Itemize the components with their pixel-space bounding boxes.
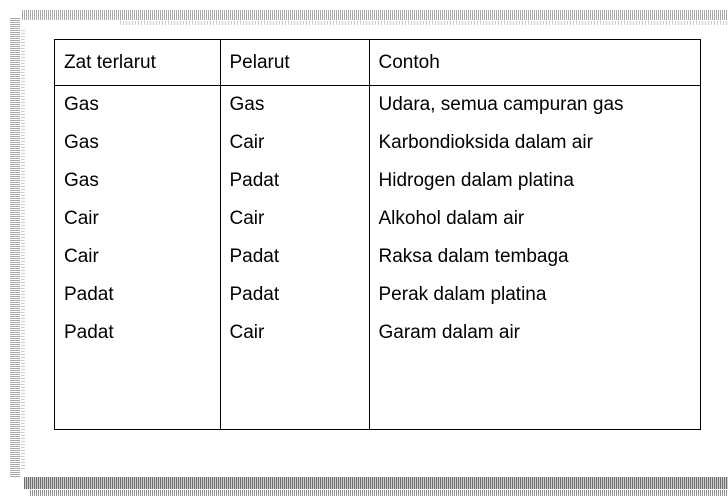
table-cell: Alkohol dalam air <box>378 208 525 229</box>
solution-types-table-container <box>54 39 701 430</box>
decorative-hatch-top-inner <box>120 21 728 25</box>
table-cell: Udara, semua campuran gas <box>378 94 624 115</box>
table-cell: Garam dalam air <box>378 322 520 343</box>
table-body-row <box>55 86 700 430</box>
decorative-hatch-left <box>10 18 20 478</box>
table-cell: Hidrogen dalam platina <box>378 170 574 191</box>
example-column <box>369 86 700 430</box>
table-cell: Cair <box>229 322 265 343</box>
table-cell: Padat <box>229 170 280 191</box>
table-cell: Padat <box>64 322 114 343</box>
decorative-hatch-top <box>22 10 728 20</box>
table-cell: Gas <box>64 170 99 191</box>
decorative-hatch-bottom <box>24 477 728 489</box>
table-cell: Karbondioksida dalam air <box>378 132 593 153</box>
header-solute: Zat terlarut <box>55 40 220 86</box>
table-cell: Gas <box>64 94 99 115</box>
table-cell: Cair <box>64 208 99 229</box>
table-cell: Gas <box>229 94 265 115</box>
table-cell: Cair <box>64 246 99 267</box>
table-cell: Padat <box>229 284 280 305</box>
decorative-hatch-bottom-inner <box>30 490 728 496</box>
table-header-row <box>55 40 700 86</box>
table-cell: Padat <box>229 246 280 267</box>
solution-types-table <box>55 40 700 429</box>
table-cell: Gas <box>64 132 99 153</box>
decorative-hatch-left-inner <box>21 30 25 470</box>
solute-column <box>55 86 220 430</box>
header-solvent: Pelarut <box>220 40 369 86</box>
table-cell: Cair <box>229 208 265 229</box>
table-cell: Padat <box>64 284 114 305</box>
table-cell: Perak dalam platina <box>378 284 547 305</box>
solvent-column <box>220 86 369 430</box>
table-cell: Raksa dalam tembaga <box>378 246 569 267</box>
table-cell: Cair <box>229 132 265 153</box>
header-example: Contoh <box>369 40 700 86</box>
